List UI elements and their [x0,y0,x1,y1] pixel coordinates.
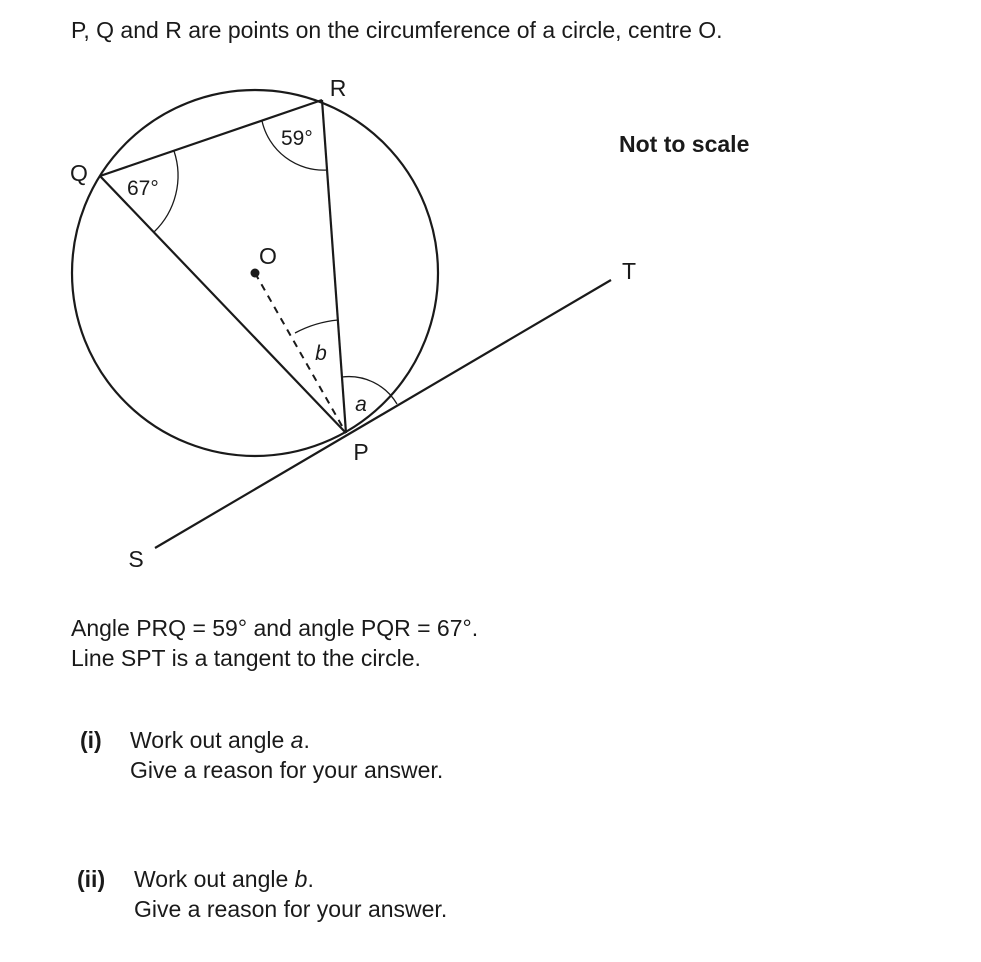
angle-arc-a [342,377,397,404]
label-s: S [128,546,144,572]
label-t: T [621,258,637,284]
question-task-variable: a [290,727,304,753]
angle-label-pqr: 67° [127,177,159,200]
question-number: (i) [80,727,102,753]
angle-label-prq: 59° [281,127,313,150]
given-line-2: Line SPT is a tangent to the circle. [71,645,421,671]
centre-point-o [251,269,260,278]
intro-text: P, Q and R are points on the circumference of a circle, centre O. [71,17,723,43]
label-q: Q [70,160,88,186]
angle-label-b: b [315,342,327,365]
question-reason: Give a reason for your answer. [134,896,448,922]
tangent-line-spt [155,280,611,548]
question-task-prefix: Work out angle [134,866,295,892]
question-task-variable: b [294,866,308,892]
given-line-1: Angle PRQ = 59° and angle PQR = 67°. [71,615,479,641]
question-task-prefix: Work out angle [130,727,291,753]
chord-rp [322,100,346,433]
label-p: P [353,439,369,465]
chord-pq [100,176,346,433]
label-r: R [329,75,347,101]
question-number: (ii) [77,866,106,892]
question-task-suffix: . [303,727,310,753]
angle-arc-b [295,320,338,333]
question-ii [77,864,447,924]
label-o: O [259,243,277,269]
angle-label-a: a [355,393,367,416]
not-to-scale-note: Not to scale [619,131,750,157]
given-information [71,613,478,673]
question-reason: Give a reason for your answer. [130,757,444,783]
question-i [80,725,443,785]
question-task-suffix: . [307,866,314,892]
